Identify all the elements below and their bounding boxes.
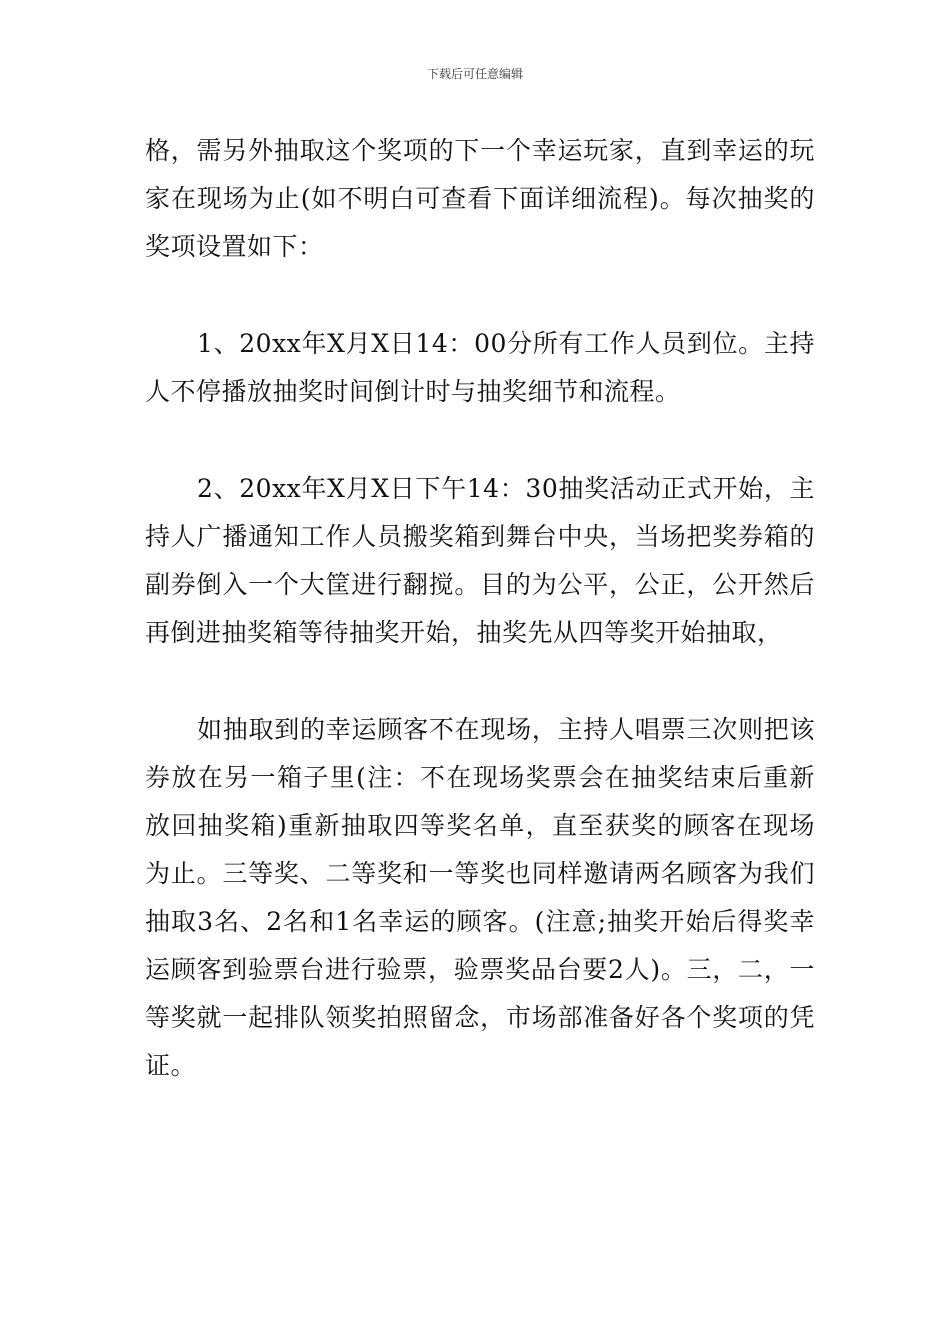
paragraph-gap	[145, 416, 815, 465]
paragraph-absent-winner: 如抽取到的幸运顾客不在现场，主持人唱票三次则把该券放在另一箱子里(注：不在现场奖票会在抽奖结束后重新放回抽奖箱)重新抽取四等奖名单，直至获奖的顾客在现场为止。三等奖、二等奖和一等奖也同样邀请两名顾客为我们抽取3名、2名和1名幸运的顾客。(注意;抽奖开始后得奖幸运顾客到验票台进行验票，验票奖品台要2人)。三，二，一等奖就一起排队领奖拍照留念，市场部准备好各个奖项的凭证。	[145, 715, 815, 1080]
paragraph-gap	[145, 271, 815, 320]
document-body	[145, 127, 815, 1090]
page-header-note: 下载后可任意编辑	[426, 67, 523, 81]
paragraph-prize-setup: 格，需另外抽取这个奖项的下一个幸运玩家，直到幸运的玩家在现场为止(如不明白可查看下面详细流程)。每次抽奖的奖项设置如下：	[145, 136, 815, 261]
paragraph-step-1: 1、20xx年X月X日14：00分所有工作人员到位。主持人不停播放抽奖时间倒计时与抽奖细节和流程。	[145, 329, 815, 406]
paragraph-gap	[145, 657, 815, 706]
paragraph-step-2: 2、20xx年X月X日下午14：30抽奖活动正式开始，主持人广播通知工作人员搬奖箱到舞台中央，当场把奖券箱的副券倒入一个大筐进行翻搅。目的为公平，公正，公开然后再倒进抽奖箱等待抽奖开始，抽奖先从四等奖开始抽取，	[145, 474, 815, 647]
